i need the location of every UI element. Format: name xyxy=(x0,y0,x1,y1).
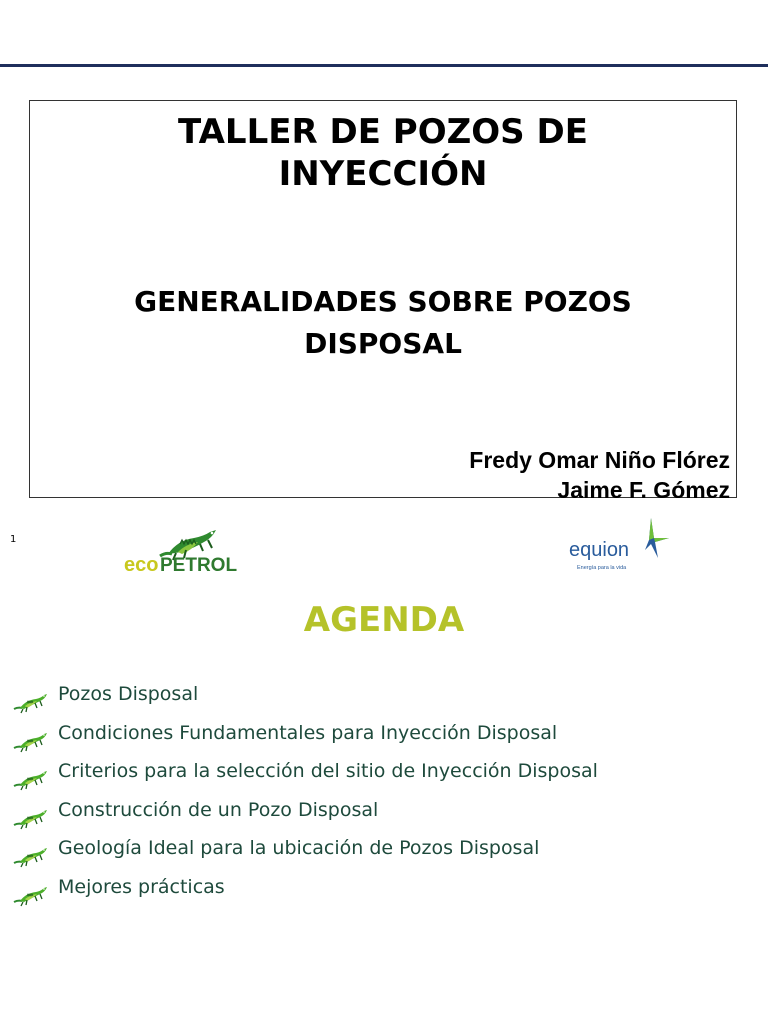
list-item xyxy=(10,796,750,835)
author-1: Fredy Omar Niño Flórez xyxy=(469,447,730,473)
iguana-icon xyxy=(10,729,48,753)
iguana-icon xyxy=(10,844,48,868)
sub-title-line-2: DISPOSAL xyxy=(304,327,462,360)
list-item xyxy=(10,680,750,719)
agenda-item-text: Criterios para la selección del sitio de Inyección Disposal xyxy=(58,760,598,782)
agenda-item-text: Construcción de un Pozo Disposal xyxy=(58,798,379,821)
agenda-item-text: Mejores prácticas xyxy=(58,875,225,898)
equion-logo xyxy=(565,514,675,576)
iguana-icon xyxy=(10,806,48,830)
sub-title-line-1: GENERALIDADES SOBRE POZOS xyxy=(134,285,632,318)
iguana-icon xyxy=(10,883,48,907)
main-title-line-2: INYECCIÓN xyxy=(278,154,488,194)
list-item xyxy=(10,834,750,873)
author-2: Jaime F. Gómez xyxy=(557,477,730,503)
agenda-title: AGENDA xyxy=(303,600,465,640)
ecopetrol-logo xyxy=(120,522,265,576)
equion-logo-name: equion xyxy=(569,539,630,561)
authors xyxy=(469,445,730,505)
equion-star-icon xyxy=(645,518,669,558)
iguana-icon xyxy=(10,767,48,791)
page-number: 1 xyxy=(10,534,17,545)
main-title-line-1: TALLER DE POZOS DE xyxy=(178,112,588,152)
list-item xyxy=(10,719,750,758)
sub-title xyxy=(30,281,736,365)
agenda-item-text: Condiciones Fundamentales para Inyección Disposal xyxy=(58,721,558,744)
list-item xyxy=(10,757,750,796)
iguana-icon xyxy=(10,690,48,714)
agenda-list xyxy=(10,680,750,911)
main-title xyxy=(30,111,736,195)
agenda-item-text: Pozos Disposal xyxy=(58,683,199,705)
title-box xyxy=(29,100,737,503)
ecopetrol-logo-eco: eco xyxy=(124,554,159,576)
ecopetrol-logo-petrol: PETROL xyxy=(160,555,238,576)
header-rule xyxy=(0,64,768,67)
equion-logo-tagline: Energía para la vida xyxy=(577,565,627,571)
list-item xyxy=(10,873,750,912)
agenda-item-text: Geología Ideal para la ubicación de Pozos Disposal xyxy=(58,837,540,859)
